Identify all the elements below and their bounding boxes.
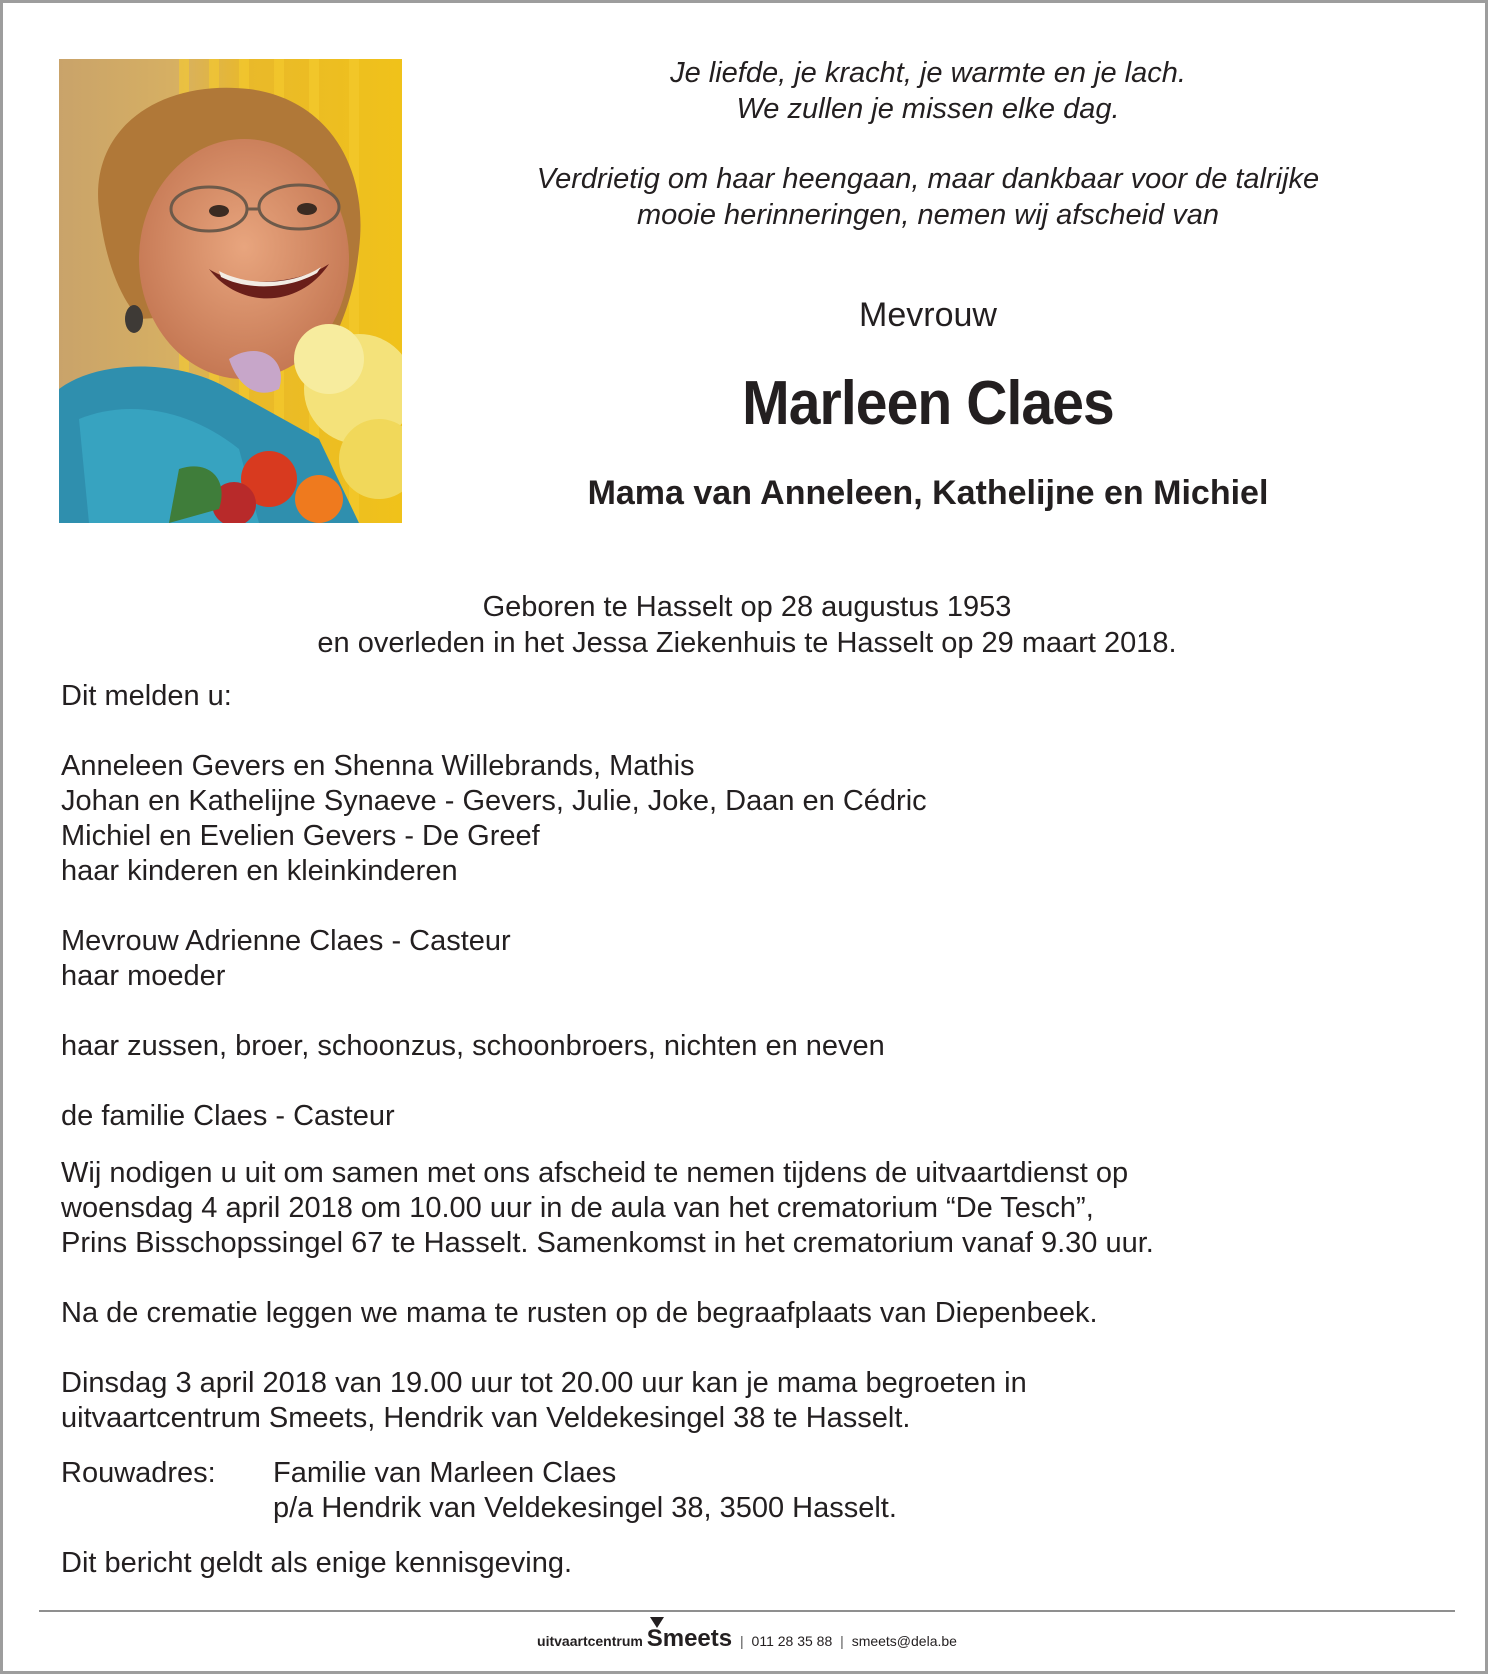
footer-separator: | (840, 1633, 844, 1649)
footer-email: smeets@dela.be (851, 1633, 957, 1649)
announcement-body (61, 679, 1401, 1581)
footer-prefix: uitvaartcentrum (537, 1633, 643, 1649)
family-line: de familie Claes - Casteur (61, 1100, 395, 1132)
visitation-line: uitvaartcentrum Smeets, Hendrik van Veldekesingel 38 te Hasselt. (61, 1402, 911, 1434)
portrait-illustration (59, 59, 402, 523)
poem-line: Je liefde, je kracht, je warmte en je lach. (670, 57, 1186, 89)
ceremony-line: woensdag 4 april 2018 om 10.00 uur in de aula van het crematorium “De Tesch”, (61, 1192, 1094, 1224)
honorific: Mevrouw (859, 296, 997, 334)
burial-line: Na de crematie leggen we mama te rusten op de begraafplaats van Diepenbeek. (61, 1297, 1098, 1329)
rouwadres-block-2 (61, 1491, 1401, 1526)
rouwadres-block (61, 1456, 1401, 1491)
footer-divider (39, 1610, 1455, 1612)
family-line: Mevrouw Adrienne Claes - Casteur (61, 925, 511, 957)
ceremony-line: Wij nodigen u uit om samen met ons afscheid te nemen tijdens de uitvaartdienst op (61, 1157, 1129, 1189)
footer-separator: | (740, 1633, 744, 1649)
poem-line: Verdrietig om haar heengaan, maar dankbaar voor de talrijke (536, 163, 1320, 195)
poem-line: We zullen je missen elke dag. (736, 93, 1120, 125)
footer (3, 1625, 1488, 1655)
footer-phone: 011 28 35 88 (751, 1633, 833, 1649)
rouwadres-line2: p/a Hendrik van Veldekesingel 38, 3500 Hasselt. (273, 1492, 897, 1524)
rouwadres-label: Rouwadres: (61, 1457, 216, 1489)
family-line: Michiel en Evelien Gevers - De Greef (61, 820, 540, 852)
header-block (458, 55, 1398, 513)
ceremony-line: Prins Bisschopssingel 67 te Hasselt. Samenkomst in het crematorium vanaf 9.30 uur. (61, 1227, 1154, 1259)
poem-line: mooie herinneringen, nemen wij afscheid van (637, 199, 1219, 231)
portrait-photo (59, 59, 402, 523)
poem-stanza-1 (458, 55, 1398, 127)
deceased-name: Marleen Claes (742, 369, 1114, 438)
poem-stanza-2 (458, 161, 1398, 233)
notice-line: Dit bericht geldt als enige kennisgeving. (61, 1547, 573, 1579)
family-line: Johan en Kathelijne Synaeve - Gevers, Julie, Joke, Daan en Cédric (61, 785, 927, 817)
death-line: en overleden in het Jessa Ziekenhuis te Hasselt op 29 maart 2018. (317, 627, 1177, 659)
family-line: Anneleen Gevers en Shenna Willebrands, Mathis (61, 750, 695, 782)
family-line: haar zussen, broer, schoonzus, schoonbroers, nichten en neven (61, 1030, 885, 1062)
birth-line: Geboren te Hasselt op 28 augustus 1953 (482, 591, 1012, 623)
announce-line: Dit melden u: (61, 680, 232, 712)
life-dates (3, 589, 1488, 661)
visitation-line: Dinsdag 3 april 2018 van 19.00 uur tot 20.00 uur kan je mama begroeten in (61, 1367, 1027, 1399)
family-line: haar moeder (61, 960, 226, 992)
footer-brand: Smeets (646, 1625, 733, 1652)
rouwadres-line1: Familie van Marleen Claes (273, 1457, 617, 1489)
family-line: haar kinderen en kleinkinderen (61, 855, 458, 887)
rouwadres-indent (61, 1491, 273, 1526)
family-subtitle: Mama van Anneleen, Kathelijne en Michiel (587, 474, 1269, 512)
